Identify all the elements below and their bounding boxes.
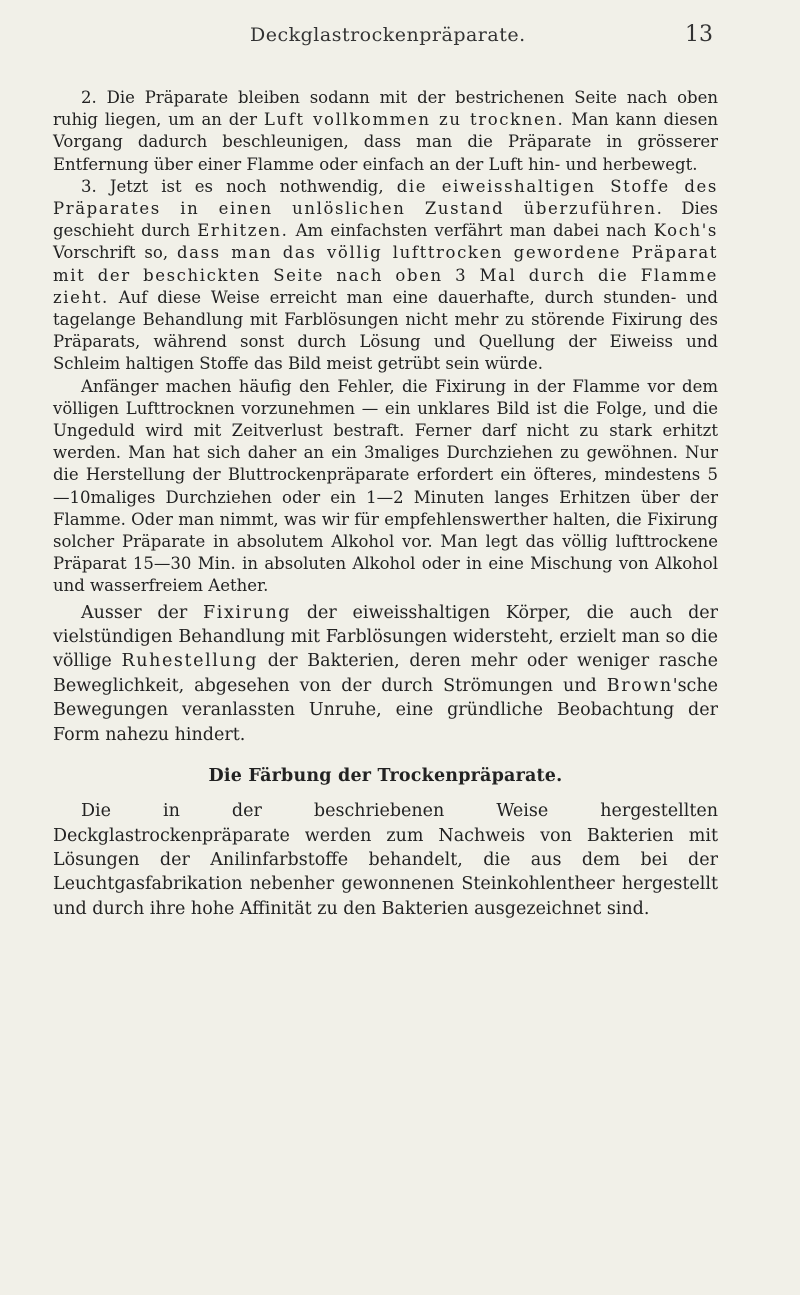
paragraph-step-2 [53,87,718,176]
paragraph-staining: Die in der beschriebenen Weise hergestellten Deckglastrockenpräparate werden zum Nachweis von Bakterien mit Lösungen der Anilinfarbstoffe behandelt, die aus dem bei der Leuchtgasfabrikation nebenher gewonnenen Steinkohlentheer hergestellt und durch ihre hohe Affinität zu den Bakterien ausgezeichnet sind. [53,801,718,919]
step-2-emphasis: Luft vollkommen zu trocknen. [263,110,565,130]
running-title: Deckglastrockenpräparate. [250,24,526,46]
step-3-text-c: Dies geschieht durch [53,199,719,241]
step-2-text-a: 2. Die Präparate bleiben sodann mit der bestrichenen Seite nach oben ruhig liegen, um an der [53,88,718,130]
step-3-emphasis-1: die eiweisshaltigen Stoffe des Präparates in einen unlöslichen Zustand überzuführen. [53,176,718,219]
step-3-emphasis-3: dass man das völlig lufttrocken gewordene Präparat mit der beschickten Seite nach oben 3 Mal durch die Flamme zieht. [53,243,718,307]
fixation-text-e: der Bakterien, deren mehr oder weniger rasche Beweglichkeit, abgesehen von der durch Strömungen und [53,651,718,696]
step-2-text-c: Man kann diesen Vorgang dadurch beschleunigen, dass man die Präparate in grösserer Entfernung über einer Flamme oder einfach an der Luft hin- und herbewegt. [53,110,718,174]
fixation-emphasis-1: Fixirung [203,602,292,623]
fixation-text-a: Ausser der [81,602,203,623]
fixation-text-c: der eiweisshaltigen Körper, die auch der vielstündigen Behandlung mit Farblösungen widersteht, erzielt man so die völlige [53,602,718,672]
step-3-author-name: Koch's [653,221,718,241]
paragraph-step-3 [53,176,718,376]
body-text [53,87,718,921]
step-3-emphasis-2: Erhitzen. [197,221,289,241]
page-header [0,24,800,54]
step-3-text-i: Auf diese Weise erreicht man eine dauerhafte, durch stunden- und tagelange Behandlung mit Farblösungen nicht mehr zu störende Fixirung des Präparats, während sonst durch Lösung und Quellung der Eiweiss und Schleim haltigen Stoffe das Bild meist getrübt sein würde. [53,287,718,374]
paragraph-fixation [53,601,718,747]
step-3-text-e: Am einfachsten verfährt man dabei nach [288,221,654,241]
fixation-author-name: Brown [606,675,673,696]
step-3-text-g: Vorschrift so, [53,243,178,263]
fixation-text-g: 'sche Bewegungen veranlassten Unruhe, eine gründliche Beobachtung der Form nahezu hindert. [53,675,718,745]
page-number: 13 [685,22,713,47]
section-heading: Die Färbung der Trockenpräparate. [208,766,563,787]
paragraph-beginners: Anfänger machen häufig den Fehler, die Fixirung in der Flamme vor dem völligen Lufttrocknen vorzunehmen — ein unklares Bild ist die Folge, und die Ungeduld wird mit Zeitverlust bestraft. Ferner darf nicht zu stark erhitzt werden. Man hat sich daher an ein 3maliges Durchziehen zu gewöhnen. Nur die Herstellung der Bluttrockenpräparate erfordert ein öfteres, mindestens 5—10maliges Durchziehen oder ein 1—2 Minuten langes Erhitzen über der Flamme. Oder man nimmt, was wir für empfehlenswerther halten, die Fixirung solcher Präparate in absolutem Alkohol vor. Man legt das völlig lufttrockene Präparat 15—30 Min. in absoluten Alkohol oder in eine Mischung von Alkohol und wasserfreiem Aether. [53,376,718,596]
fixation-emphasis-2: Ruhestellung [121,651,259,672]
step-3-text-a: 3. Jetzt ist es noch nothwendig, [81,176,397,196]
